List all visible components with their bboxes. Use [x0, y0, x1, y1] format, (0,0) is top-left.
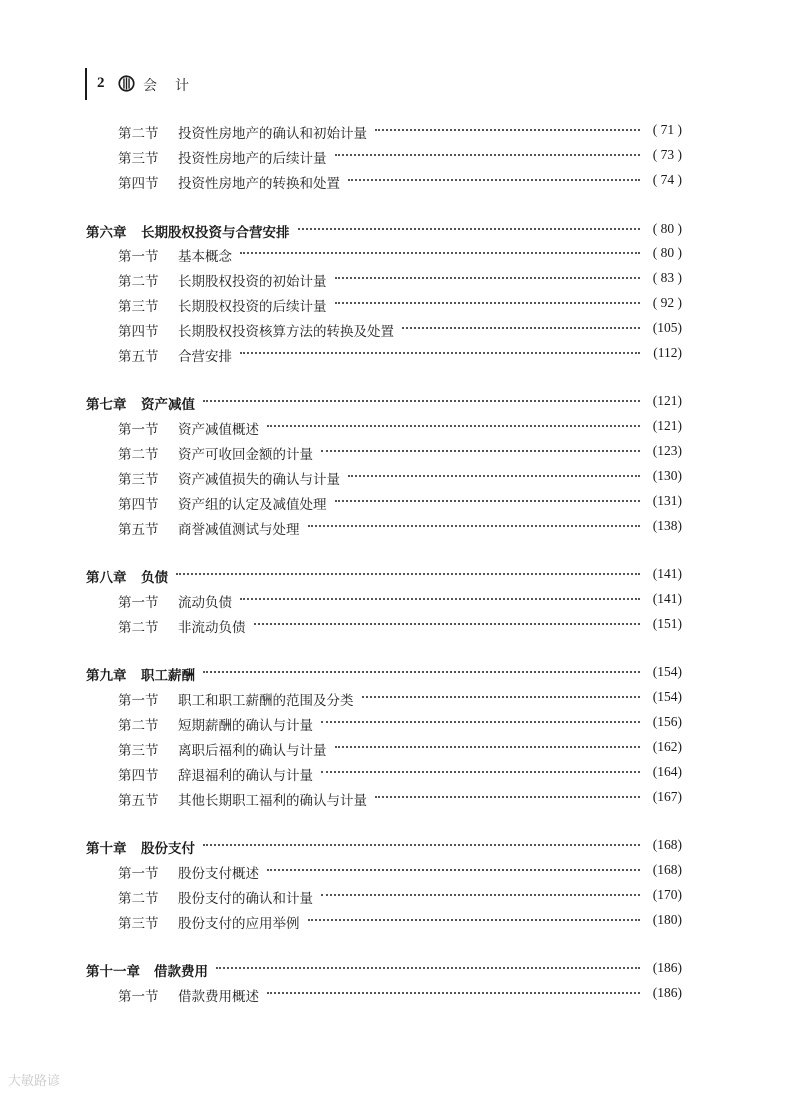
section-title: 长期股权投资的初始计量 [178, 270, 333, 290]
section-number: 第一节 [118, 985, 165, 1005]
leader-dots [335, 154, 640, 156]
chapter-number: 第十章 [86, 837, 133, 857]
section-number: 第四节 [118, 493, 165, 513]
page-ref: (170) [649, 887, 682, 903]
section-title: 资产减值损失的确认与计量 [178, 468, 346, 488]
leader-dots [375, 796, 640, 798]
leader-dots [402, 327, 640, 329]
toc-chapter-row[interactable] [0, 662, 790, 684]
section-number: 第三节 [118, 295, 165, 315]
page-ref: (168) [649, 862, 682, 878]
section-number: 第四节 [118, 764, 165, 784]
section-title: 其他长期职工福利的确认与计量 [178, 789, 373, 809]
chapter-title: 负债 [141, 566, 174, 586]
toc-section-row[interactable] [0, 687, 790, 709]
section-number: 第二节 [118, 122, 165, 142]
page-ref: (121) [649, 418, 682, 434]
toc-section-row[interactable] [0, 416, 790, 438]
section-number: 第一节 [118, 591, 165, 611]
leader-dots [375, 129, 640, 131]
page-ref: ( 92 ) [649, 295, 682, 311]
leader-dots [240, 252, 640, 254]
leader-dots [240, 598, 640, 600]
section-number: 第三节 [118, 739, 165, 759]
section-title: 基本概念 [178, 245, 238, 265]
leader-dots [203, 844, 640, 846]
leader-dots [203, 400, 640, 402]
section-title: 长期股权投资核算方法的转换及处置 [178, 320, 400, 340]
toc-section-row[interactable] [0, 491, 790, 513]
leader-dots [267, 869, 640, 871]
leader-dots [321, 721, 640, 723]
page-number: 2 [97, 75, 105, 91]
toc-section-row[interactable] [0, 885, 790, 907]
leader-dots [321, 894, 640, 896]
page-ref: (105) [649, 320, 682, 336]
toc-section-row[interactable] [0, 589, 790, 611]
leader-dots [321, 450, 640, 452]
leader-dots [335, 500, 640, 502]
section-title: 投资性房地产的确认和初始计量 [178, 122, 373, 142]
toc-section-row[interactable] [0, 293, 790, 315]
leader-dots [254, 623, 640, 625]
section-number: 第二节 [118, 887, 165, 907]
page-ref: (186) [649, 985, 682, 1001]
section-number: 第四节 [118, 172, 165, 192]
leader-dots [267, 425, 640, 427]
section-title: 投资性房地产的转换和处置 [178, 172, 346, 192]
page-ref: (167) [649, 789, 682, 805]
section-number: 第一节 [118, 862, 165, 882]
watermark: 大敏路谚 [8, 1074, 61, 1089]
section-number: 第二节 [118, 616, 165, 636]
chapter-title: 长期股权投资与合营安排 [141, 221, 296, 241]
chapter-title: 股份支付 [141, 837, 201, 857]
toc-section-row[interactable] [0, 614, 790, 636]
toc-section-row[interactable] [0, 860, 790, 882]
leader-dots [308, 525, 640, 527]
section-title: 资产可收回金额的计量 [178, 443, 319, 463]
toc-chapter-row[interactable] [0, 564, 790, 586]
page-ref: (141) [649, 591, 682, 607]
section-title: 股份支付的确认和计量 [178, 887, 319, 907]
page-ref: ( 80 ) [649, 245, 682, 261]
section-title: 商誉减值测试与处理 [178, 518, 306, 538]
leader-dots [362, 696, 640, 698]
toc-section-row[interactable] [0, 243, 790, 265]
leader-dots [203, 671, 640, 673]
toc-section-row[interactable] [0, 268, 790, 290]
section-title: 资产减值概述 [178, 418, 265, 438]
section-title: 职工和职工薪酬的范围及分类 [178, 689, 360, 709]
page-ref: (156) [649, 714, 682, 730]
page-ref: (151) [649, 616, 682, 632]
book-title: 会计 [143, 78, 207, 94]
page-ref: (138) [649, 518, 682, 534]
page-ref: ( 71 ) [649, 122, 682, 138]
page-ref: ( 80 ) [649, 221, 682, 237]
section-number: 第二节 [118, 714, 165, 734]
toc-section-row[interactable] [0, 910, 790, 932]
section-title: 资产组的认定及减值处理 [178, 493, 333, 513]
chapter-title: 职工薪酬 [141, 664, 201, 684]
page-ref: (168) [649, 837, 682, 853]
page-ref: (130) [649, 468, 682, 484]
chapter-number: 第九章 [86, 664, 133, 684]
leader-dots [176, 573, 640, 575]
chapter-title: 资产减值 [141, 393, 201, 413]
leader-dots [321, 771, 640, 773]
page-ref: (112) [649, 345, 682, 361]
section-number: 第三节 [118, 147, 165, 167]
leader-dots [348, 475, 640, 477]
leader-dots [335, 302, 640, 304]
section-number: 第一节 [118, 418, 165, 438]
leader-dots [298, 228, 640, 230]
page-ref: (154) [649, 689, 682, 705]
chapter-number: 第八章 [86, 566, 133, 586]
toc-section-row[interactable] [0, 466, 790, 488]
toc-section-row[interactable] [0, 343, 790, 365]
section-number: 第二节 [118, 270, 165, 290]
toc-section-row[interactable] [0, 762, 790, 784]
leader-dots [216, 967, 640, 969]
toc-section-row[interactable] [0, 737, 790, 759]
toc-chapter-row[interactable] [0, 219, 790, 241]
page-ref: (186) [649, 960, 682, 976]
page-ref: ( 74 ) [649, 172, 682, 188]
leader-dots [335, 277, 640, 279]
section-title: 辞退福利的确认与计量 [178, 764, 319, 784]
section-number: 第五节 [118, 518, 165, 538]
page-ref: ( 73 ) [649, 147, 682, 163]
section-number: 第一节 [118, 689, 165, 709]
toc-section-row[interactable] [0, 441, 790, 463]
chapter-number: 第十一章 [86, 960, 146, 980]
leader-dots [348, 179, 640, 181]
section-title: 股份支付的应用举例 [178, 912, 306, 932]
section-title: 借款费用概述 [178, 985, 265, 1005]
toc-section-row[interactable] [0, 516, 790, 538]
section-title: 长期股权投资的后续计量 [178, 295, 333, 315]
section-title: 离职后福利的确认与计量 [178, 739, 333, 759]
section-number: 第五节 [118, 345, 165, 365]
chapter-number: 第六章 [86, 221, 133, 241]
page-ref: ( 83 ) [649, 270, 682, 286]
toc-section-row[interactable] [0, 145, 790, 167]
page-ref: (121) [649, 393, 682, 409]
chapter-title: 借款费用 [154, 960, 214, 980]
toc-chapter-row[interactable] [0, 391, 790, 413]
page-ref: (180) [649, 912, 682, 928]
section-title: 短期薪酬的确认与计量 [178, 714, 319, 734]
toc-section-row[interactable] [0, 787, 790, 809]
section-number: 第三节 [118, 912, 165, 932]
page-ref: (141) [649, 566, 682, 582]
section-title: 合营安排 [178, 345, 238, 365]
toc-section-row[interactable] [0, 712, 790, 734]
section-title: 流动负债 [178, 591, 238, 611]
toc-section-row[interactable] [0, 318, 790, 340]
toc-section-row[interactable] [0, 983, 790, 1005]
leader-dots [267, 992, 640, 994]
toc-section-row[interactable] [0, 170, 790, 192]
section-number: 第四节 [118, 320, 165, 340]
section-number: 第五节 [118, 789, 165, 809]
page-ref: (162) [649, 739, 682, 755]
page-ref: (131) [649, 493, 682, 509]
toc-chapter-row[interactable] [0, 958, 790, 980]
section-title: 非流动负债 [178, 616, 252, 636]
section-number: 第二节 [118, 443, 165, 463]
toc-section-row[interactable] [0, 120, 790, 142]
toc-chapter-row[interactable] [0, 835, 790, 857]
section-title: 投资性房地产的后续计量 [178, 147, 333, 167]
page-ref: (164) [649, 764, 682, 780]
leader-dots [240, 352, 640, 354]
section-number: 第三节 [118, 468, 165, 488]
page-ref: (123) [649, 443, 682, 459]
leader-dots [335, 746, 640, 748]
chapter-number: 第七章 [86, 393, 133, 413]
leader-dots [308, 919, 640, 921]
section-number: 第一节 [118, 245, 165, 265]
page-ref: (154) [649, 664, 682, 680]
section-title: 股份支付概述 [178, 862, 265, 882]
